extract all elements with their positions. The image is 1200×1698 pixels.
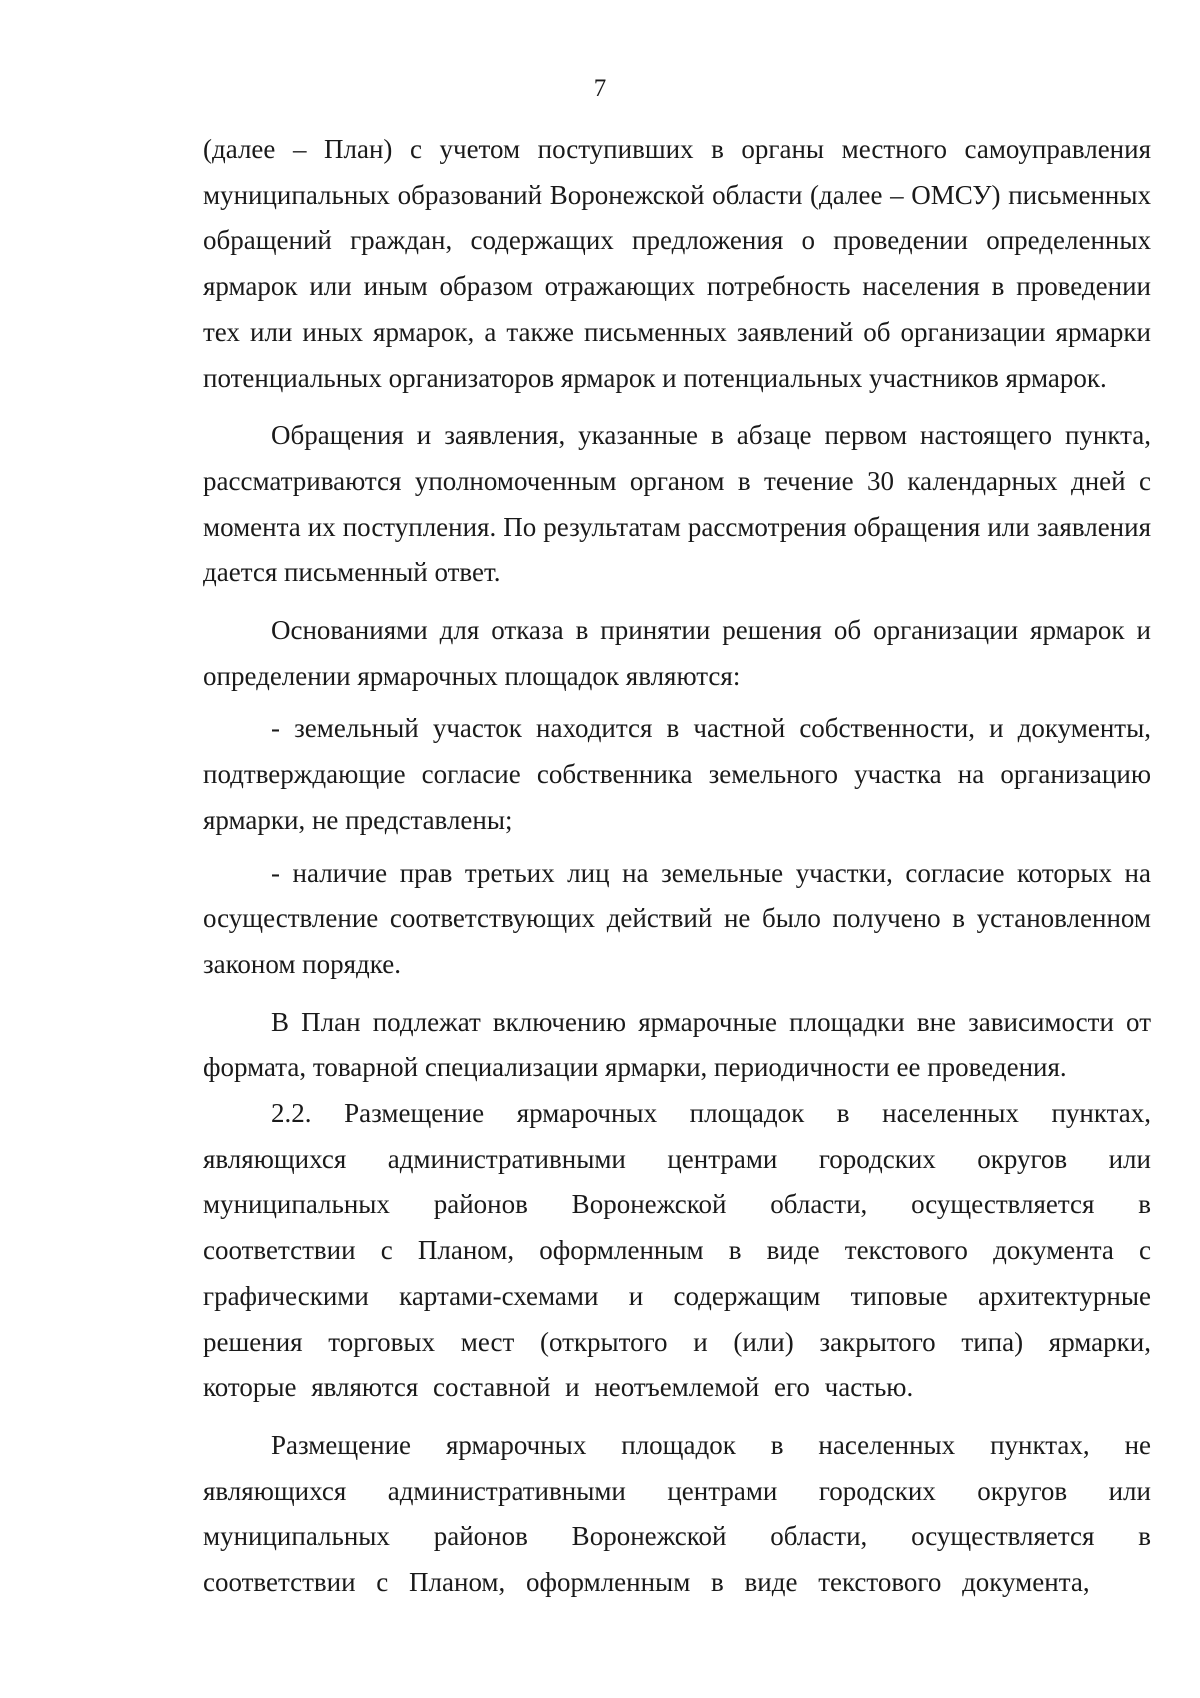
paragraph-plan-inclusion: В План подлежат включению ярмарочные площадки вне зависимости от формата, товарной специализации ярмарки, периодичности ее проведения.: [203, 1006, 1151, 1083]
paragraph-appeals-review: Обращения и заявления, указанные в абзаце первом настоящего пункта, рассматриваются уполномоченным органом в течение 30 календарных дней с момента их поступления. По результатам рассмотрения обращения или заявления дается письменный ответ.: [203, 420, 1151, 588]
list-item-third-party-rights: - наличие прав третьих лиц на земельные участки, согласие которых на осуществление соответствующих действий не было получено в установленном законом порядке.: [203, 857, 1151, 979]
paragraph-plan-continuation: (далее – План) с учетом поступивших в органы местного самоуправления муниципальных образований Воронежской области (далее – ОМСУ) письменных обращений граждан, содержащих предложения о проведении определенных ярмарок или иным образом отражающих потребность населения в проведении тех или иных ярмарок, а также письменных заявлений об организации ярмарки потенциальных организаторов ярмарок и потенциальных участников ярмарок.: [203, 134, 1151, 393]
page-number: 7: [593, 75, 607, 102]
list-item-private-land: - земельный участок находится в частной собственности, и документы, подтверждающие согласие собственника земельного участка на организацию ярмарки, не представлены;: [203, 713, 1151, 835]
paragraph-refusal-grounds: Основаниями для отказа в принятии решения об организации ярмарок и определении ярмарочных площадок являются:: [203, 615, 1151, 691]
paragraph-non-admin-centers: Размещение ярмарочных площадок в населенных пунктах, не являющихся административными центрами городских округов или муниципальных районов Воронежской области, осуществляется в соответствии с Планом, оформленным в виде текстового документа,: [203, 1429, 1151, 1598]
document-body: [203, 127, 1151, 1606]
paragraph-section-2-2: 2.2. Размещение ярмарочных площадок в населенных пунктах, являющихся административными центрами городских округов или муниципальных районов Воронежской области, осуществляется в соответствии с Планом, оформленным в виде текстового документа с графическими картами-схемами и содержащим типовые архитектурные решения торговых мест (открытого и (или) закрытого типа) ярмарки, которые являются составной и неотъемлемой его частью.: [203, 1098, 1151, 1403]
